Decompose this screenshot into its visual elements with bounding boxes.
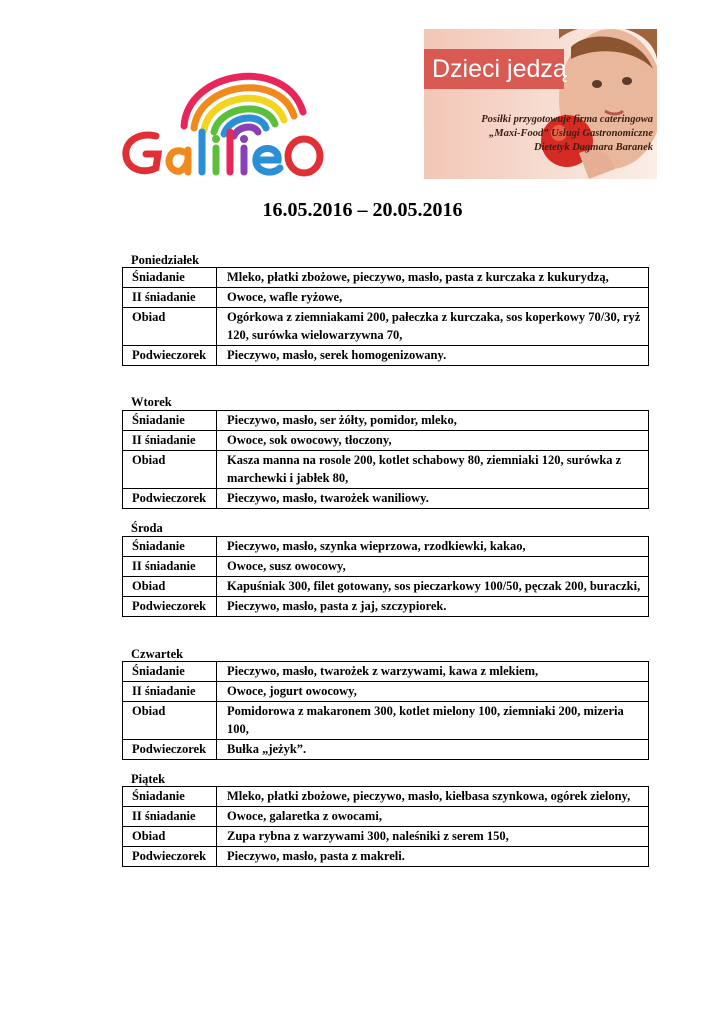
menu-table-wednesday bbox=[122, 536, 649, 617]
table-row bbox=[123, 308, 649, 346]
meal-name: II śniadanie bbox=[123, 682, 217, 702]
table-row bbox=[123, 827, 649, 847]
meal-name: Śniadanie bbox=[123, 537, 217, 557]
meal-menu: Ogórkowa z ziemniakami 200, pałeczka z kurczaka, sos koperkowy 70/30, ryż 120, surówka wielowarzywna 70, bbox=[217, 308, 649, 346]
meal-name: Obiad bbox=[123, 308, 217, 346]
meal-menu: Owoce, wafle ryżowe, bbox=[217, 288, 649, 308]
day-label-thursday: Czwartek bbox=[131, 647, 184, 661]
meal-name: II śniadanie bbox=[123, 557, 217, 577]
date-range-title: 16.05.2016 – 20.05.2016 bbox=[262, 199, 463, 221]
banner-line-1: Posiłki przygotowuje firma cateringowa bbox=[481, 114, 653, 125]
meal-name: Obiad bbox=[123, 702, 217, 740]
meal-name: II śniadanie bbox=[123, 288, 217, 308]
meal-menu: Owoce, sok owocowy, tłoczony, bbox=[217, 431, 649, 451]
meal-menu: Zupa rybna z warzywami 300, naleśniki z serem 150, bbox=[217, 827, 649, 847]
meal-name: Podwieczorek bbox=[123, 489, 217, 509]
banner-title: Dzieci jedzą bbox=[424, 49, 564, 89]
meal-menu: Pieczywo, masło, serek homogenizowany. bbox=[217, 346, 649, 366]
table-row bbox=[123, 268, 649, 288]
table-row bbox=[123, 451, 649, 489]
meal-menu: Pomidorowa z makaronem 300, kotlet mielony 100, ziemniaki 200, mizeria 100, bbox=[217, 702, 649, 740]
day-label-monday: Poniedziałek bbox=[131, 253, 200, 267]
table-row bbox=[123, 346, 649, 366]
menu-table-friday bbox=[122, 786, 649, 867]
table-row bbox=[123, 847, 649, 867]
table-row bbox=[123, 537, 649, 557]
day-label-wednesday: Środa bbox=[131, 521, 163, 535]
meal-name: Podwieczorek bbox=[123, 346, 217, 366]
meal-menu: Pieczywo, masło, twarożek waniliowy. bbox=[217, 489, 649, 509]
table-row bbox=[123, 288, 649, 308]
meal-name: Podwieczorek bbox=[123, 847, 217, 867]
menu-table-tuesday bbox=[122, 410, 649, 509]
table-row bbox=[123, 489, 649, 509]
table-row bbox=[123, 787, 649, 807]
table-row bbox=[123, 431, 649, 451]
menu-table-monday bbox=[122, 267, 649, 366]
menu-table-thursday bbox=[122, 661, 649, 760]
table-row bbox=[123, 740, 649, 760]
banner-line-2: „Maxi-Food” Usługi Gastronomiczne bbox=[489, 128, 653, 139]
galileo-logo bbox=[118, 48, 368, 183]
meal-name: Śniadanie bbox=[123, 411, 217, 431]
meal-name: Śniadanie bbox=[123, 787, 217, 807]
catering-banner bbox=[424, 29, 657, 179]
table-row bbox=[123, 662, 649, 682]
meal-menu: Pieczywo, masło, twarożek z warzywami, kawa z mlekiem, bbox=[217, 662, 649, 682]
meal-name: Podwieczorek bbox=[123, 597, 217, 617]
table-row bbox=[123, 411, 649, 431]
table-row bbox=[123, 597, 649, 617]
banner-line-3: Dietetyk Dagmara Baranek bbox=[534, 142, 653, 153]
meal-menu: Pieczywo, masło, szynka wieprzowa, rzodkiewki, kakao, bbox=[217, 537, 649, 557]
day-label-friday: Piątek bbox=[131, 772, 166, 786]
meal-menu: Bułka „jeżyk”. bbox=[217, 740, 649, 760]
meal-name: II śniadanie bbox=[123, 807, 217, 827]
meal-name: Śniadanie bbox=[123, 662, 217, 682]
table-row bbox=[123, 577, 649, 597]
meal-menu: Kasza manna na rosole 200, kotlet schabowy 80, ziemniaki 120, surówka z marchewki i jabłek 80, bbox=[217, 451, 649, 489]
meal-menu: Owoce, jogurt owocowy, bbox=[217, 682, 649, 702]
meal-menu: Mleko, płatki zbożowe, pieczywo, masło, pasta z kurczaka z kukurydzą, bbox=[217, 268, 649, 288]
meal-menu: Pieczywo, masło, ser żółty, pomidor, mleko, bbox=[217, 411, 649, 431]
meal-menu: Pieczywo, masło, pasta z jaj, szczypiorek. bbox=[217, 597, 649, 617]
meal-name: Podwieczorek bbox=[123, 740, 217, 760]
meal-name: II śniadanie bbox=[123, 431, 217, 451]
meal-menu: Mleko, płatki zbożowe, pieczywo, masło, kiełbasa szynkowa, ogórek zielony, bbox=[217, 787, 649, 807]
meal-menu: Kapuśniak 300, filet gotowany, sos pieczarkowy 100/50, pęczak 200, buraczki, bbox=[217, 577, 649, 597]
table-row bbox=[123, 557, 649, 577]
meal-name: Śniadanie bbox=[123, 268, 217, 288]
day-label-tuesday: Wtorek bbox=[131, 395, 172, 409]
meal-name: Obiad bbox=[123, 577, 217, 597]
meal-name: Obiad bbox=[123, 827, 217, 847]
meal-menu: Owoce, galaretka z owocami, bbox=[217, 807, 649, 827]
meal-menu: Pieczywo, masło, pasta z makreli. bbox=[217, 847, 649, 867]
table-row bbox=[123, 702, 649, 740]
table-row bbox=[123, 682, 649, 702]
meal-menu: Owoce, susz owocowy, bbox=[217, 557, 649, 577]
table-row bbox=[123, 807, 649, 827]
meal-name: Obiad bbox=[123, 451, 217, 489]
